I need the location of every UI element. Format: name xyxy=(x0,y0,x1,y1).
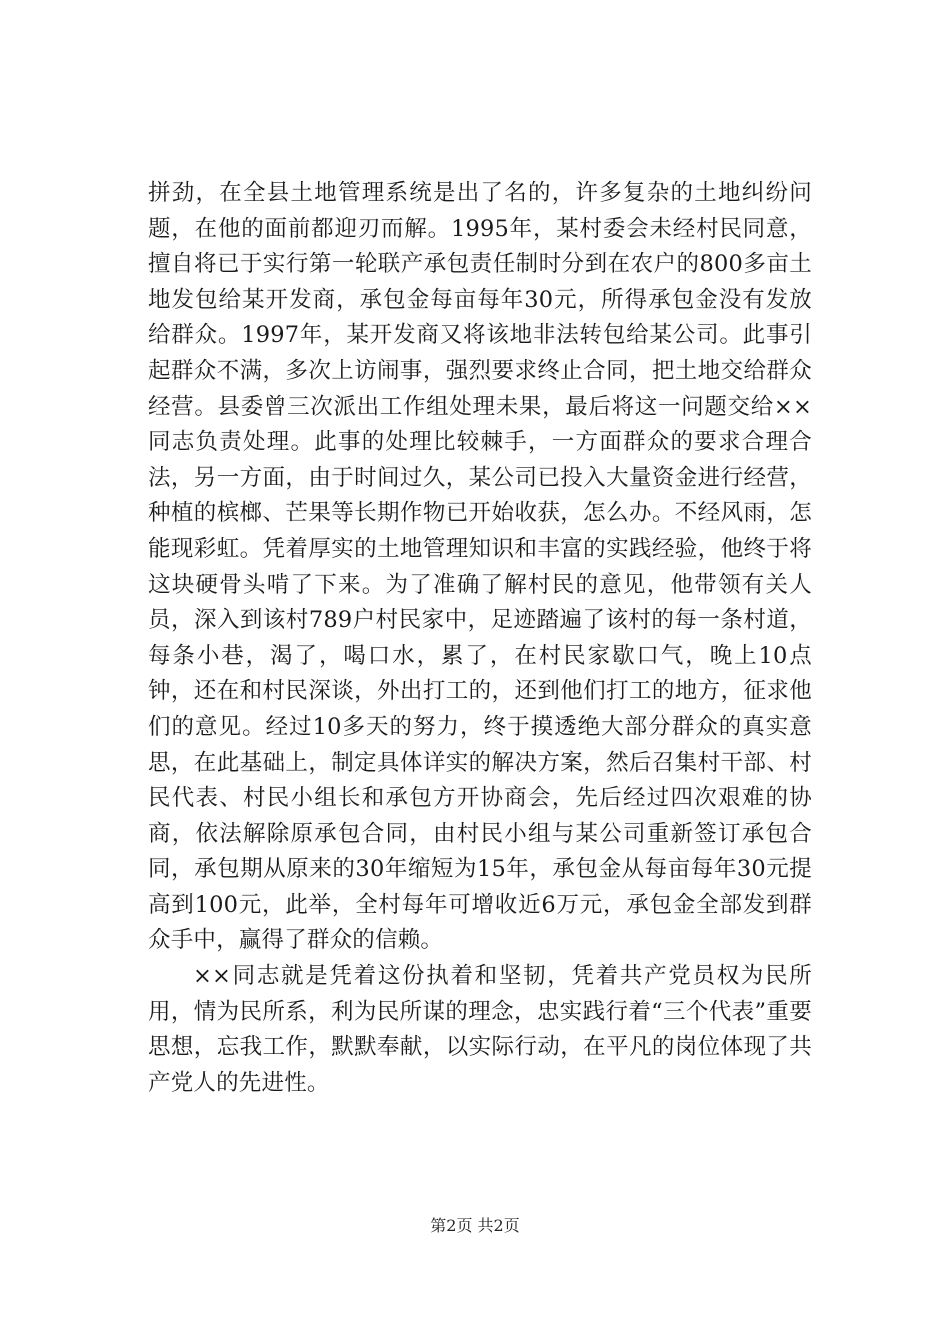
document-body xyxy=(148,176,812,1101)
page-number-footer: 第2页 共2页 xyxy=(430,1216,520,1235)
paragraph-conclusion: ××同志就是凭着这份执着和坚韧，凭着共产党员权为民所用，情为民所系，利为民所谋的理念，忠实践行着“三个代表”重要思想，忘我工作，默默奉献，以实际行动，在平凡的岗位体现了共产党人的先进性。 xyxy=(148,963,812,1096)
paragraph-land-dispute: 拼劲，在全县土地管理系统是出了名的，许多复杂的土地纠纷问题，在他的面前都迎刃而解。1995年，某村委会未经村民同意，擅自将已于实行第一轮联产承包责任制时分到在农户的800多亩土地发包给某开发商，承包金每亩每年30元，所得承包金没有发放给群众。1997年，某开发商又将该地非法转包给某公司。此事引起群众不满，多次上访闹事，强烈要求终止合同，把土地交给群众经营。县委曾三次派出工作组处理未果，最后将这一问题交给××同志负责处理。此事的处理比较棘手，一方面群众的要求合理合法，另一方面，由于时间过久，某公司已投入大量资金进行经营，种植的槟榔、芒果等长期作物已开始收获，怎么办。不经风雨，怎能现彩虹。凭着厚实的土地管理知识和丰富的实践经验，他终于将这块硬骨头啃了下来。为了准确了解村民的意见，他带领有关人员，深入到该村789户村民家中，足迹踏遍了该村的每一条村道，每条小巷，渴了，喝口水，累了，在村民家歇口气，晚上10点钟，还在和村民深谈，外出打工的，还到他们打工的地方，征求他们的意见。经过10多天的努力，终于摸透绝大部分群众的真实意思，在此基础上，制定具体详实的解决方案，然后召集村干部、村民代表、村民小组长和承包方开协商会，先后经过四次艰难的协商，依法解除原承包合同，由村民小组与某公司重新签订承包合同，承包期从原来的30年缩短为15年，承包金从每亩每年30元提高到100元，此举，全村每年可增收近6万元，承包金全部发到群众手中，赢得了群众的信赖。 xyxy=(148,180,812,954)
